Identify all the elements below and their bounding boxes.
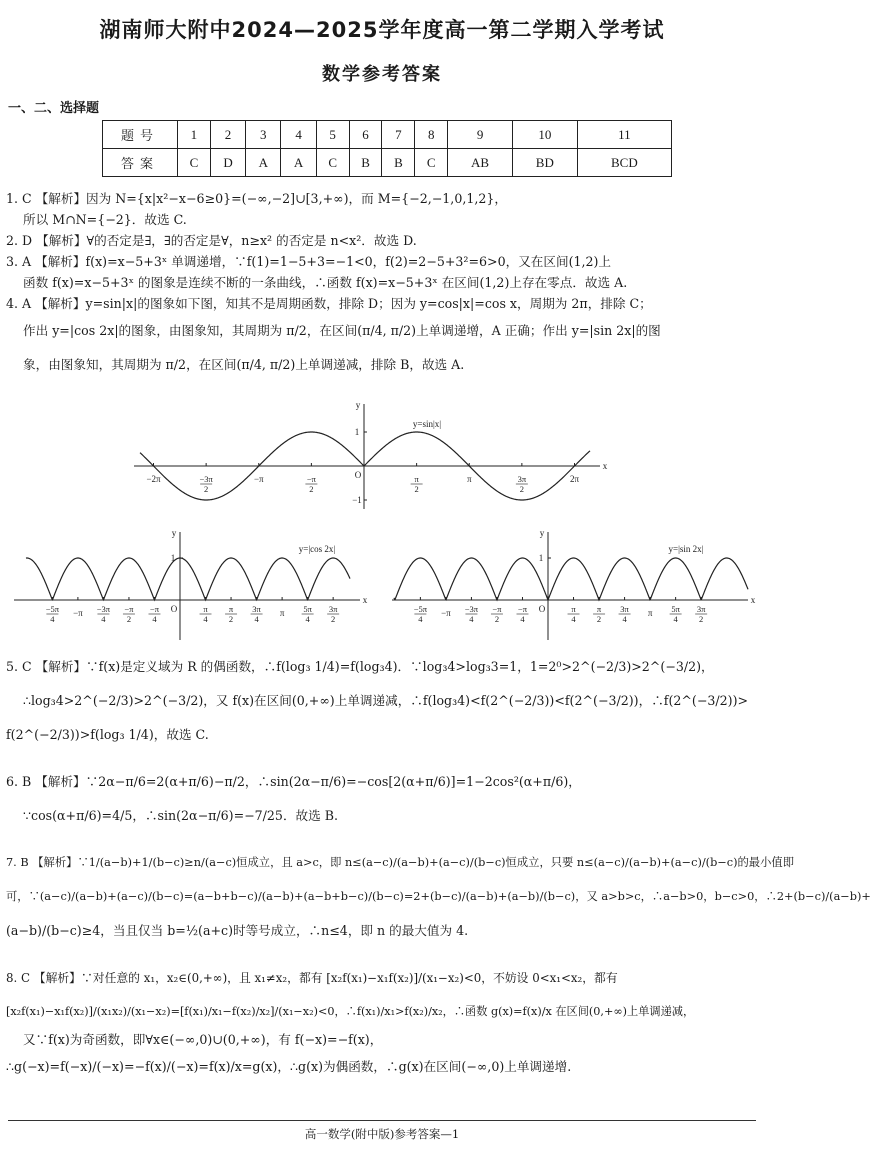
table-cell-number: 6 xyxy=(349,121,382,149)
table-cell-answer: BCD xyxy=(577,149,671,177)
tick-label: −π xyxy=(253,474,264,484)
tick-label: π xyxy=(647,608,653,618)
tick-label: 4 xyxy=(203,614,208,624)
tick-label: −5π xyxy=(413,604,428,614)
y-tick-label: −1 xyxy=(352,495,362,505)
table-row-numbers xyxy=(103,121,672,149)
tick-label: 2 xyxy=(309,484,314,494)
solution-line: [x₂f(x₁)−x₁f(x₂)]/(x₁x₂)/(x₁−x₂)=[f(x₁)/x₁−f(x₂)/x₂]/(x₁−x₂)<0，∴f(x₁)/x₁>f(x₂)/x₂，∴函数 g(x)=f(x)/x 在区间(0,+∞)上单调递减， xyxy=(6,1005,695,1018)
solution-line: f(2^(−2/3))>f(log₃ 1/4)，故选 C. xyxy=(6,727,209,742)
tick-label: π xyxy=(571,604,576,614)
tick-label: −π xyxy=(441,608,451,618)
tick-label: 4 xyxy=(152,614,157,624)
y-tick-label: 1 xyxy=(354,427,360,437)
tick-label: 3π xyxy=(517,474,527,484)
tick-label: 3π xyxy=(620,604,629,614)
solution-line: 8. C 【解析】∵对任意的 x₁，x₂∈(0,+∞)，且 x₁≠x₂，都有 [x₂f(x₁)−x₁f(x₂)]/(x₁−x₂)<0，不妨设 0<x₁<x₂，都有 xyxy=(6,971,618,985)
tick-label: −3π xyxy=(96,604,111,614)
solution-line: 7. B 【解析】∵1/(a−b)+1/(b−c)≥n/(a−c)恒成立，且 a>c，即 n≤(a−c)/(a−b)+(a−c)/(b−c)恒成立，只要 n≤(a−c)/(a−b)+(a−c)/(b−c)的最小值即 xyxy=(6,856,794,869)
tick-label: 3π xyxy=(252,604,261,614)
tick-label: 2 xyxy=(228,614,234,624)
tick-label: 3π xyxy=(696,604,706,614)
tick-label: π xyxy=(596,604,602,614)
solution-line: 函数 f(x)=x−5+3ˣ 的图象是连续不断的一条曲线，∴函数 f(x)=x−5+3ˣ 在区间(1,2)上存在零点．故选 A. xyxy=(23,275,628,290)
tick-label: 2π xyxy=(569,474,580,484)
tick-label: −π xyxy=(73,608,83,618)
tick-label: π xyxy=(228,604,234,614)
tick-label: O xyxy=(170,604,178,614)
tick-label: −π xyxy=(149,604,160,614)
function-curve xyxy=(394,558,748,600)
tick-label: 4 xyxy=(50,614,55,624)
solution-line: 2. D 【解析】∀的否定是∃，∃的否定是∀，n≥x² 的否定是 n<x²．故选 D. xyxy=(6,233,417,248)
table-cell-answer: BD xyxy=(512,149,577,177)
solution-line: 又∵f(x)为奇函数，即∀x∈(−∞,0)∪(0,+∞)，有 f(−x)=−f(x)， xyxy=(23,1032,383,1047)
tick-label: 5π xyxy=(671,604,680,614)
table-cell-answer: C xyxy=(178,149,211,177)
table-cell-answer: C xyxy=(316,149,349,177)
tick-label: 4 xyxy=(254,614,259,624)
tick-label: 3π xyxy=(328,604,338,614)
tick-label: 2 xyxy=(126,614,132,624)
tick-label: 2 xyxy=(494,614,500,624)
y-tick-label: 1 xyxy=(170,553,176,563)
table-cell-number: 10 xyxy=(512,121,577,149)
solution-line: (a−b)/(b−c)≥4，当且仅当 b=½(a+c)时等号成立，∴n≤4，即 n 的最大值为 4. xyxy=(6,923,469,938)
solutions-upper xyxy=(6,188,758,382)
function-graphs xyxy=(0,398,764,648)
footer-divider xyxy=(8,1120,756,1121)
tick-label: −π xyxy=(517,604,528,614)
x-axis-label: x xyxy=(362,595,368,605)
graph-label: y=|sin 2x| xyxy=(668,544,704,554)
tick-label: 4 xyxy=(673,614,678,624)
solution-line: ∵cos(α+π/6)=4/5，∴sin(2α−π/6)=−7/25．故选 B. xyxy=(23,808,338,823)
tick-label: π xyxy=(466,474,472,484)
tick-label: 2 xyxy=(414,484,419,494)
tick-label: −3π xyxy=(464,604,479,614)
table-cell-number: 9 xyxy=(448,121,513,149)
y-axis-label: y xyxy=(171,528,177,538)
table-cell-answer: B xyxy=(349,149,382,177)
tick-label: π xyxy=(279,608,285,618)
section-heading: 一、二、选择题 xyxy=(8,101,100,116)
table-cell-number: 7 xyxy=(382,121,415,149)
tick-label: −3π xyxy=(199,474,213,484)
page-subtitle: 数学参考答案 xyxy=(322,64,442,85)
tick-label: 4 xyxy=(101,614,106,624)
table-cell-number: 5 xyxy=(316,121,349,149)
tick-label: −π xyxy=(124,604,134,614)
x-axis-label: x xyxy=(750,595,756,605)
tick-label: O xyxy=(538,604,546,614)
tick-label: 2 xyxy=(331,614,336,624)
tick-label: 4 xyxy=(305,614,310,624)
x-axis-label: x xyxy=(602,461,608,471)
tick-label: 2 xyxy=(519,484,524,494)
y-axis-label: y xyxy=(539,528,545,538)
table-cell-number: 1 xyxy=(178,121,211,149)
solution-line: 5. C 【解析】∵f(x)是定义域为 R 的偶函数，∴f(log₃ 1/4)=f(log₃4)．∵log₃4>log₃3=1，1=2⁰>2^(−2/3)>2^(−3/2)， xyxy=(6,659,714,674)
tick-label: π xyxy=(203,604,208,614)
tick-label: O xyxy=(354,470,362,480)
tick-label: π xyxy=(414,474,419,484)
table-cell-answer: A xyxy=(246,149,281,177)
function-curve xyxy=(26,558,350,600)
tick-label: −5π xyxy=(45,604,60,614)
table-cell-number: 4 xyxy=(281,121,316,149)
tick-label: −π xyxy=(492,604,502,614)
tick-label: 4 xyxy=(571,614,576,624)
page-footer: 高一数学(附中版)参考答案—1 xyxy=(304,1127,460,1141)
solution-line: ∴g(−x)=f(−x)/(−x)=−f(x)/(−x)=f(x)/x=g(x)，∴g(x)为偶函数，∴g(x)在区间(−∞,0)上单调递增. xyxy=(6,1059,572,1074)
table-cell-answer: C xyxy=(415,149,448,177)
solution-line: 1. C 【解析】因为 N={x|x²−x−6≥0}=(−∞,−2]∪[3,+∞)，而 M={−2,−1,0,1,2}， xyxy=(6,191,507,206)
tick-label: 4 xyxy=(418,614,423,624)
y-axis-label: y xyxy=(355,400,361,410)
graph-label: y=sin|x| xyxy=(412,419,442,429)
tick-label: 4 xyxy=(469,614,474,624)
solutions-lower xyxy=(6,650,871,1084)
graph-abs-cos-2x xyxy=(10,526,370,644)
solution-line: 3. A 【解析】f(x)=x−5+3ˣ 单调递增，∵f(1)=1−5+3=−1<0，f(2)=2−5+3²=6>0，又在区间(1,2)上 xyxy=(6,254,612,269)
solution-line: 4. A 【解析】y=sin|x|的图象如下图，知其不是周期函数，排除 D；因为 y=cos|x|=cos x，周期为 2π，排除 C； xyxy=(6,296,652,311)
graph-sin-abs-x xyxy=(130,398,610,513)
solution-line: 6. B 【解析】∵2α−π/6=2(α+π/6)−π/2，∴sin(2α−π/6)=−cos[2(α+π/6)]=1−2cos²(α+π/6)， xyxy=(6,774,581,789)
solution-line: 所以 M∩N={−2}．故选 C. xyxy=(23,212,187,227)
graph-label: y=|cos 2x| xyxy=(298,544,336,554)
table-header-cell: 题号 xyxy=(103,121,178,149)
solution-line: 可，∵(a−c)/(a−b)+(a−c)/(b−c)=(a−b+b−c)/(a−b)+(a−b+b−c)/(b−c)=2+(b−c)/(a−b)+(a−b)/(b−c)，又 a>b>c，∴a−b>0，b−c>0，∴2+(b−c)/(a−b)+ xyxy=(6,890,871,903)
graph-abs-sin-2x xyxy=(388,526,758,644)
table-row-answers xyxy=(103,149,672,177)
tick-label: 4 xyxy=(520,614,525,624)
tick-label: 2 xyxy=(699,614,704,624)
table-cell-number: 8 xyxy=(415,121,448,149)
y-tick-label: 1 xyxy=(538,553,544,563)
table-cell-answer: AB xyxy=(448,149,513,177)
table-cell-answer: A xyxy=(281,149,316,177)
page-title: 湖南师大附中2024—2025学年度高一第二学期入学考试 xyxy=(99,18,665,42)
tick-label: 4 xyxy=(622,614,627,624)
tick-label: 2 xyxy=(204,484,209,494)
solution-line: 作出 y=|cos 2x|的图象，由图象知，其周期为 π/2，在区间(π/4, π/2)上单调递增，A 正确；作出 y=|sin 2x|的图 xyxy=(23,323,661,338)
tick-label: −2π xyxy=(146,474,161,484)
solution-line: ∴log₃4>2^(−2/3)>2^(−3/2)，又 f(x)在区间(0,+∞)上单调递减，∴f(log₃4)<f(2^(−2/3))<f(2^(−3/2))，∴f(2^(−3/2))> xyxy=(23,693,749,708)
table-header-cell: 答案 xyxy=(103,149,178,177)
answer-table xyxy=(102,120,672,177)
table-cell-number: 11 xyxy=(577,121,671,149)
tick-label: −π xyxy=(306,474,316,484)
solution-line: 象，由图象知，其周期为 π/2，在区间(π/4, π/2)上单调递减，排除 B，故选 A. xyxy=(23,357,465,372)
tick-label: 5π xyxy=(303,604,312,614)
table-cell-number: 3 xyxy=(246,121,281,149)
tick-label: 2 xyxy=(596,614,602,624)
table-cell-answer: D xyxy=(210,149,245,177)
table-cell-answer: B xyxy=(382,149,415,177)
table-cell-number: 2 xyxy=(210,121,245,149)
